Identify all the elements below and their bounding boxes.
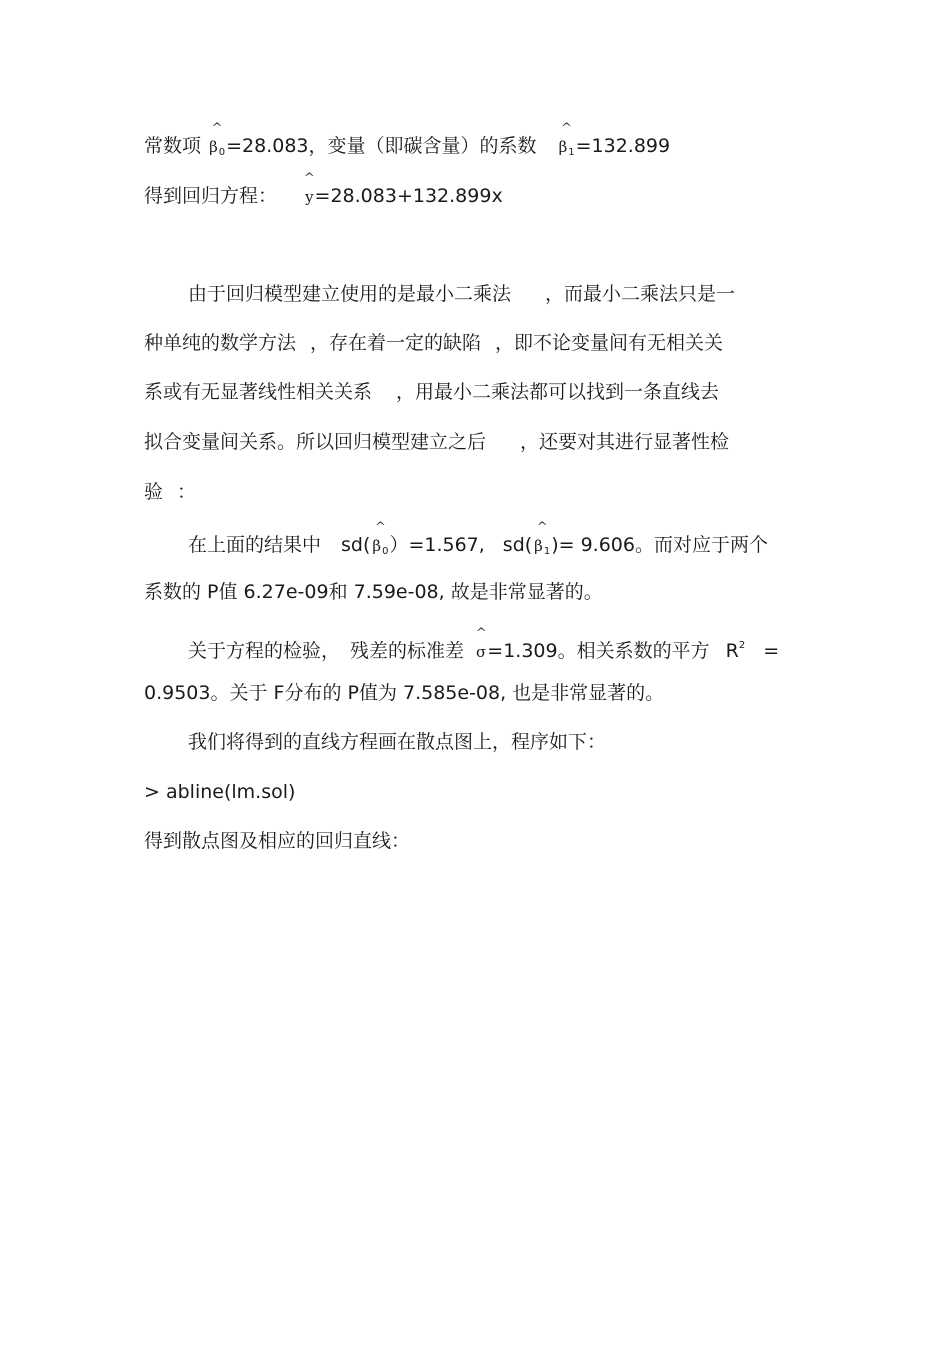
para3-prefix: 关于方程的检验，	[188, 640, 341, 662]
para1-text-2c: ，即不论变量间有无相关关	[495, 332, 724, 354]
para3-line1	[188, 626, 780, 664]
beta0-hat-symbol: ^ $\beta_0$	[372, 520, 389, 557]
para3-line2	[144, 681, 664, 705]
para4-text: 我们将得到的直线方程画在散点图上，程序如下：	[188, 731, 607, 753]
para1-text-2a: 种单纯的数学方法	[144, 332, 297, 354]
para2-text-2: 系数的 P值 6.27e-09和 7.59e-08, 故是非常显著的。	[144, 581, 603, 603]
r-squared-symbol: R	[725, 640, 739, 662]
para1-text-1a: 由于回归模型建立使用的是最小二乘法	[188, 283, 512, 305]
sd-beta1-open: sd(	[502, 534, 533, 556]
sigma-hat-symbol: ^ σ	[475, 626, 487, 661]
r-squared-exponent: 2	[738, 640, 746, 651]
para1-line5	[144, 480, 196, 504]
para1-line3	[144, 380, 719, 404]
para1-text-3b: ，用最小二乘法都可以找到一条直线去	[396, 381, 720, 403]
para1-line2	[144, 331, 723, 355]
para1-text-3a: 系或有无显著线性相关关系	[144, 381, 373, 403]
para3-mid: 残差的标准差	[350, 640, 465, 662]
para1-line4	[144, 430, 729, 454]
para3-text-2: 0.9503。关于 F分布的 P值为 7.585e-08, 也是非常显著的。	[144, 682, 665, 704]
para2-prefix: 在上面的结果中	[188, 534, 322, 556]
sd-beta0-value: ）=1.567,	[389, 534, 485, 556]
para1-text-5b: ：	[177, 481, 197, 503]
para4-line	[188, 730, 606, 754]
para1-text-5a: 验	[144, 481, 164, 503]
regression-equation-label: 得到回归方程：	[144, 185, 278, 207]
para2-line2	[144, 580, 603, 604]
constant-term-label: 常数项	[144, 135, 202, 157]
para5-line	[144, 829, 410, 853]
code-line	[144, 780, 295, 804]
r-squared-equals: =	[763, 640, 780, 662]
para1-line1	[188, 282, 735, 306]
sd-beta0-open: sd(	[341, 534, 371, 556]
beta0-value: =28.083，变量（即碳含量）的系数	[226, 135, 537, 157]
para2-line1	[188, 520, 768, 564]
beta1-hat-symbol: ^ $\beta_1$	[534, 520, 551, 557]
y-hat-symbol: ^ y	[303, 171, 315, 206]
para1-text-4b: ，还要对其进行显著性检	[520, 431, 730, 453]
coefficients-line	[144, 121, 671, 165]
para5-text: 得到散点图及相应的回归直线：	[144, 830, 411, 852]
sd-beta1-value: )= 9.606。而对应于两个	[551, 534, 768, 556]
beta0-hat-symbol: ^ $\beta_0$	[209, 121, 226, 158]
beta1-hat-symbol: ^ $\beta_1$	[558, 121, 575, 158]
beta1-value: =132.899	[575, 135, 671, 157]
regression-equation-line	[144, 171, 503, 209]
para1-text-1b: ，而最小二乘法只是一	[545, 283, 736, 305]
sigma-value: =1.309。相关系数的平方	[487, 640, 710, 662]
para1-text-2b: ，存在着一定的缺陷	[310, 332, 482, 354]
code-text: > abline(lm.sol)	[144, 781, 296, 803]
para1-text-4a: 拟合变量间关系。所以回归模型建立之后	[144, 431, 487, 453]
regression-equation-value: =28.083+132.899x	[314, 185, 503, 207]
